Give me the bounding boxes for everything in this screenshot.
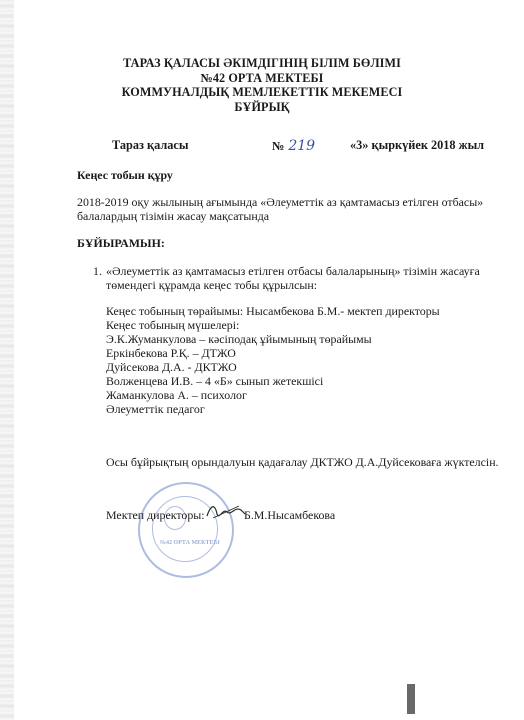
document-subject: Кеңес тобын құру (77, 168, 173, 182)
official-stamp (138, 482, 234, 578)
stamp-text: №42 ОРТА МЕКТЕБІ (160, 540, 220, 546)
council-members-label: Кеңес тобының мүшелері: (106, 318, 240, 332)
council-member: Еркінбекова Р.Қ. – ДТЖО (106, 346, 236, 360)
intro-line-1: 2018-2019 оқу жылының ағымында «Әлеуметтік аз қамтамасыз етілген отбасы» (77, 195, 484, 209)
signatory-name: Б.М.Нысамбекова (244, 508, 336, 522)
item-line-1: «Әлеуметтік аз қамтамасыз етілген отбасы балаларының» тізімін жасауға (106, 264, 480, 278)
scan-edge-mark (407, 684, 415, 714)
header-line-school: №42 ОРТА МЕКТЕБІ (200, 70, 324, 85)
header-line-department: ТАРАЗ ҚАЛАСЫ ӘКІМДІГІНІҢ БІЛІМ БӨЛІМІ (123, 56, 401, 70)
order-date: «3» қыркүйек 2018 жыл (350, 138, 485, 152)
council-member: Жаманкулова А. – психолог (106, 388, 247, 402)
control-instruction: Осы бұйрықтың орындалуын қадағалау ДКТЖО Д.А.Дуйсековаға жүктелсін. (106, 455, 499, 469)
item-line-2: төмендегі құрамда кеңес тобы құрылсын: (106, 278, 318, 292)
order-heading: БҰЙЫРАМЫН: (77, 236, 165, 250)
header-line-institution: КОММУНАЛДЫҚ МЕМЛЕКЕТТІК МЕКЕМЕСІ (121, 85, 403, 99)
council-member: Э.К.Жуманкулова – кәсіподақ ұйымының төрайымы (106, 332, 372, 346)
header-line-order: БҰЙРЫҚ (234, 99, 290, 114)
city-label: Тараз қаласы (112, 138, 189, 152)
intro-line-2: балалардың тізімін жасау мақсатында (77, 209, 270, 223)
number-prefix: № (272, 139, 285, 153)
order-number (272, 138, 315, 154)
document-header (0, 56, 524, 114)
item-number: 1. (93, 264, 102, 278)
handwritten-number: 219 (288, 138, 316, 154)
council-chair: Кеңес тобының төрайымы: Нысамбекова Б.М.- мектеп директоры (106, 304, 440, 318)
handwritten-signature (205, 500, 247, 524)
council-member: Әлеуметтік педагог (106, 402, 205, 416)
council-member: Дуйсекова Д.А. - ДКТЖО (106, 360, 237, 374)
signature-title: Мектеп директоры: (106, 508, 205, 522)
council-member: Волженцева И.В. – 4 «Б» сынып жетекшісі (106, 374, 324, 388)
